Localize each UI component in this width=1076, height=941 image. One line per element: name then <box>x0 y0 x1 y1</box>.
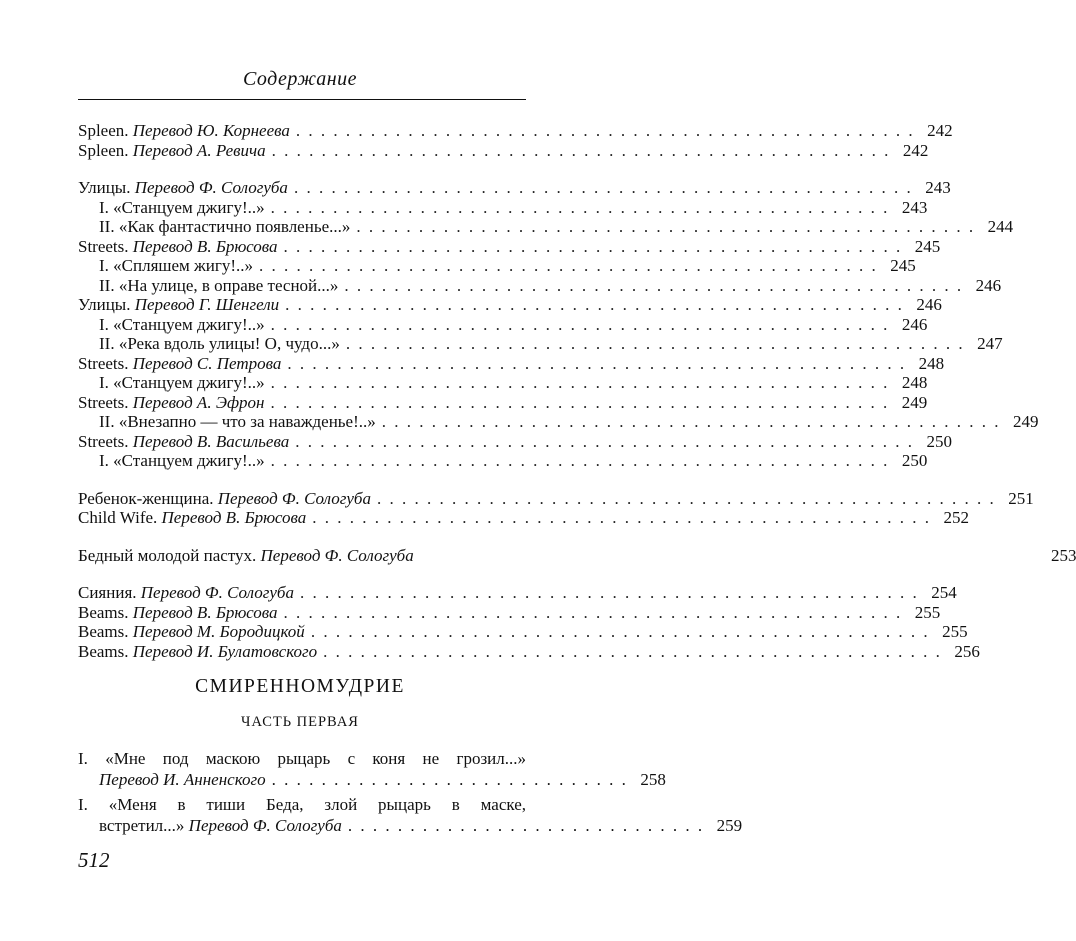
dot-leader <box>289 432 920 452</box>
toc-entry <box>78 197 928 218</box>
toc-entry-title: Spleen. Перевод Ю. Корнеева <box>78 121 290 140</box>
toc-entry-page: 249 <box>1013 412 1039 431</box>
toc-entry-page: 251 <box>1008 488 1034 508</box>
toc-entry-translator: Перевод Ф. Сологуба <box>217 488 371 508</box>
toc-entry <box>78 275 1002 296</box>
toc-entry <box>78 641 980 662</box>
toc-entry <box>78 622 968 642</box>
toc-entry-page: 248 <box>901 373 928 392</box>
group-spacer <box>78 528 526 546</box>
toc-entry-title: I. «Станцуем джигу!..» <box>99 373 265 392</box>
toc-entry-page: 244 <box>987 217 1014 236</box>
toc-entry-title: Streets. Перевод С. Петрова <box>78 353 282 373</box>
toc-entry-page: 242 <box>927 121 953 140</box>
dot-leader <box>265 198 896 218</box>
toc-entry <box>78 602 941 623</box>
toc-entry-title: Spleen. Перевод А. Ревича <box>78 140 266 160</box>
dot-leader <box>338 276 969 296</box>
toc-entry-translator: Перевод Ф. Сологуба <box>140 583 294 602</box>
toc-entry-title: I. «Станцуем джигу!..» <box>99 451 265 470</box>
toc-entry-page: 242 <box>902 140 929 160</box>
toc-entry-page: 245 <box>890 256 916 275</box>
toc-entry-translator: Перевод Ф. Сологуба <box>260 545 414 565</box>
toc-entry <box>78 353 945 374</box>
toc-entry-page: 246 <box>975 275 1002 295</box>
toc-entry-translator: Перевод Г. Шенгели <box>134 295 280 314</box>
toc-entry-title: II. «Внезапно — что за наважденье!..» <box>99 412 376 431</box>
toc-entry-title: Бедный молодой пастух. Перевод Ф. Сологуба <box>78 545 414 565</box>
entry-translator: Перевод Ф. Сологуба <box>188 816 342 835</box>
toc-entry-title: Улицы. Перевод Г. Шенгели <box>78 295 280 314</box>
toc-entry-page: 254 <box>931 583 957 602</box>
entry-second-line <box>78 769 666 790</box>
toc-entry-page: 247 <box>977 334 1003 353</box>
toc-entry <box>78 431 952 452</box>
entry-translator: Перевод И. Анненского <box>99 770 266 789</box>
toc-entry <box>78 256 916 276</box>
toc-entry <box>78 583 957 603</box>
toc-entry <box>78 334 1003 354</box>
toc-entry-page: 243 <box>901 197 928 217</box>
toc-entry <box>78 508 969 528</box>
toc-entry-translator: Перевод И. Булатовского <box>132 641 318 661</box>
toc-entry-page: 255 <box>914 602 941 622</box>
toc-entry-page: 246 <box>901 314 928 334</box>
toc-entry-title: II. «На улице, в оправе тесной...» <box>99 275 339 295</box>
toc-entry-page: 256 <box>954 641 980 661</box>
dot-leader <box>340 334 971 354</box>
toc-entry-translator: Перевод Ф. Сологуба <box>134 178 288 197</box>
toc-entry-title: Сияния. Перевод Ф. Сологуба <box>78 583 294 602</box>
toc-entry <box>78 178 951 198</box>
entry-page: 259 <box>716 816 743 835</box>
dot-leader <box>265 451 896 471</box>
part-title: ЧАСТЬ ПЕРВАЯ <box>241 714 359 730</box>
dot-leader <box>376 412 1007 432</box>
dot-leader <box>317 642 948 662</box>
toc-entry-page: 243 <box>925 178 951 197</box>
toc-entry-title: Streets. Перевод В. Брюсова <box>78 236 278 256</box>
entry-continuation <box>99 769 266 790</box>
entry-first-line <box>78 748 526 769</box>
toc-entry-title: I. «Станцуем джигу!..» <box>99 314 265 334</box>
toc-entry-title: II. «Как фантастично появленье...» <box>99 217 351 236</box>
toc-entry-page: 250 <box>926 431 952 451</box>
dot-leader <box>265 373 896 393</box>
toc-entry <box>78 412 1039 432</box>
toc-entry-page: 255 <box>942 622 968 641</box>
toc-entry <box>78 451 928 471</box>
toc-entry <box>78 488 1034 509</box>
toc-entry-title: Beams. Перевод М. Бородицкой <box>78 622 305 641</box>
dot-leader <box>253 256 884 276</box>
entry-second-line <box>78 815 743 836</box>
toc-entry-translator: Перевод В. Васильева <box>132 431 290 451</box>
toc-entry-title: I. «Спляшем жигу!..» <box>99 256 254 275</box>
group-spacer <box>78 160 526 178</box>
toc-entry <box>78 121 953 141</box>
dot-leader <box>371 489 1002 509</box>
dot-leader <box>281 354 912 374</box>
toc-entry-translator: Перевод В. Брюсова <box>132 236 278 256</box>
page-number: 512 <box>78 848 110 872</box>
dot-leader <box>288 178 919 198</box>
dot-leader <box>350 217 981 237</box>
toc-entry <box>78 373 928 393</box>
dot-leader <box>266 141 897 161</box>
toc-entry-page: 245 <box>914 236 941 256</box>
toc-entry-translator: Перевод А. Ревича <box>132 140 266 160</box>
toc-entry-page: 248 <box>918 353 945 373</box>
toc-entry-page: 250 <box>901 451 928 470</box>
running-header: Содержание <box>242 68 358 90</box>
entry-title: I. «Мне под маскою рыцарь с коня не грозил...» <box>78 749 526 768</box>
toc-entry-page: 249 <box>901 392 928 412</box>
dot-leader <box>290 121 921 141</box>
toc-entry <box>78 217 1014 237</box>
dot-leader <box>294 583 925 603</box>
toc-entry-translator: Перевод В. Брюсова <box>161 508 307 527</box>
entry-title: I. «Меня в тиши Беда, злой рыцарь в маске, <box>78 795 526 814</box>
toc-entry-title: Child Wife. Перевод В. Брюсова <box>78 508 307 527</box>
dot-leader <box>342 815 710 836</box>
toc-entry-title: II. «Река вдоль улицы! О, чудо...» <box>99 334 340 353</box>
toc-entry <box>78 392 928 413</box>
toc-entry-title: Streets. Перевод В. Васильева <box>78 431 290 451</box>
toc-entry-translator: Перевод В. Брюсова <box>132 602 278 622</box>
group-spacer <box>78 565 526 583</box>
table-of-contents <box>78 121 1076 661</box>
group-spacer <box>78 471 526 489</box>
dot-leader <box>306 508 937 528</box>
dot-leader <box>278 603 909 623</box>
dot-leader <box>265 315 896 335</box>
section-title: СМИРЕННОМУДРИЕ <box>195 676 405 697</box>
toc-entry <box>78 140 929 161</box>
entry-continuation: встретил...» Перевод Ф. Сологуба <box>99 816 342 835</box>
toc-entry-page: 246 <box>916 295 942 314</box>
toc-entry-translator: Перевод М. Бородицкой <box>132 622 305 641</box>
toc-entry-translator: Перевод А. Эфрон <box>132 392 265 412</box>
header-rule <box>78 99 526 100</box>
toc-entry-translator: Перевод Ю. Корнеева <box>132 121 290 140</box>
toc-entry <box>78 545 1076 566</box>
toc-entry-title: Streets. Перевод А. Эфрон <box>78 392 265 412</box>
dot-leader <box>266 769 634 790</box>
toc-entry <box>78 295 942 315</box>
toc-entry <box>78 314 928 335</box>
toc-entry-page: 252 <box>943 508 969 527</box>
dot-leader <box>305 622 936 642</box>
section-entries <box>78 748 743 836</box>
dot-leader <box>278 237 909 257</box>
dot-leader <box>279 295 910 315</box>
dot-leader <box>264 393 895 413</box>
entry-page: 258 <box>640 770 666 789</box>
toc-entry-page: 253 <box>1050 545 1076 565</box>
toc-entry-title: Beams. Перевод В. Брюсова <box>78 602 278 622</box>
toc-entry-title: Улицы. Перевод Ф. Сологуба <box>78 178 288 197</box>
toc-entry-translator: Перевод С. Петрова <box>132 353 282 373</box>
entry-first-line <box>78 794 526 815</box>
toc-entry-title: I. «Станцуем джигу!..» <box>99 197 265 217</box>
toc-entry-title: Beams. Перевод И. Булатовского <box>78 641 318 661</box>
toc-entry <box>78 236 941 257</box>
toc-entry-title: Ребенок-женщина. Перевод Ф. Сологуба <box>78 488 371 508</box>
